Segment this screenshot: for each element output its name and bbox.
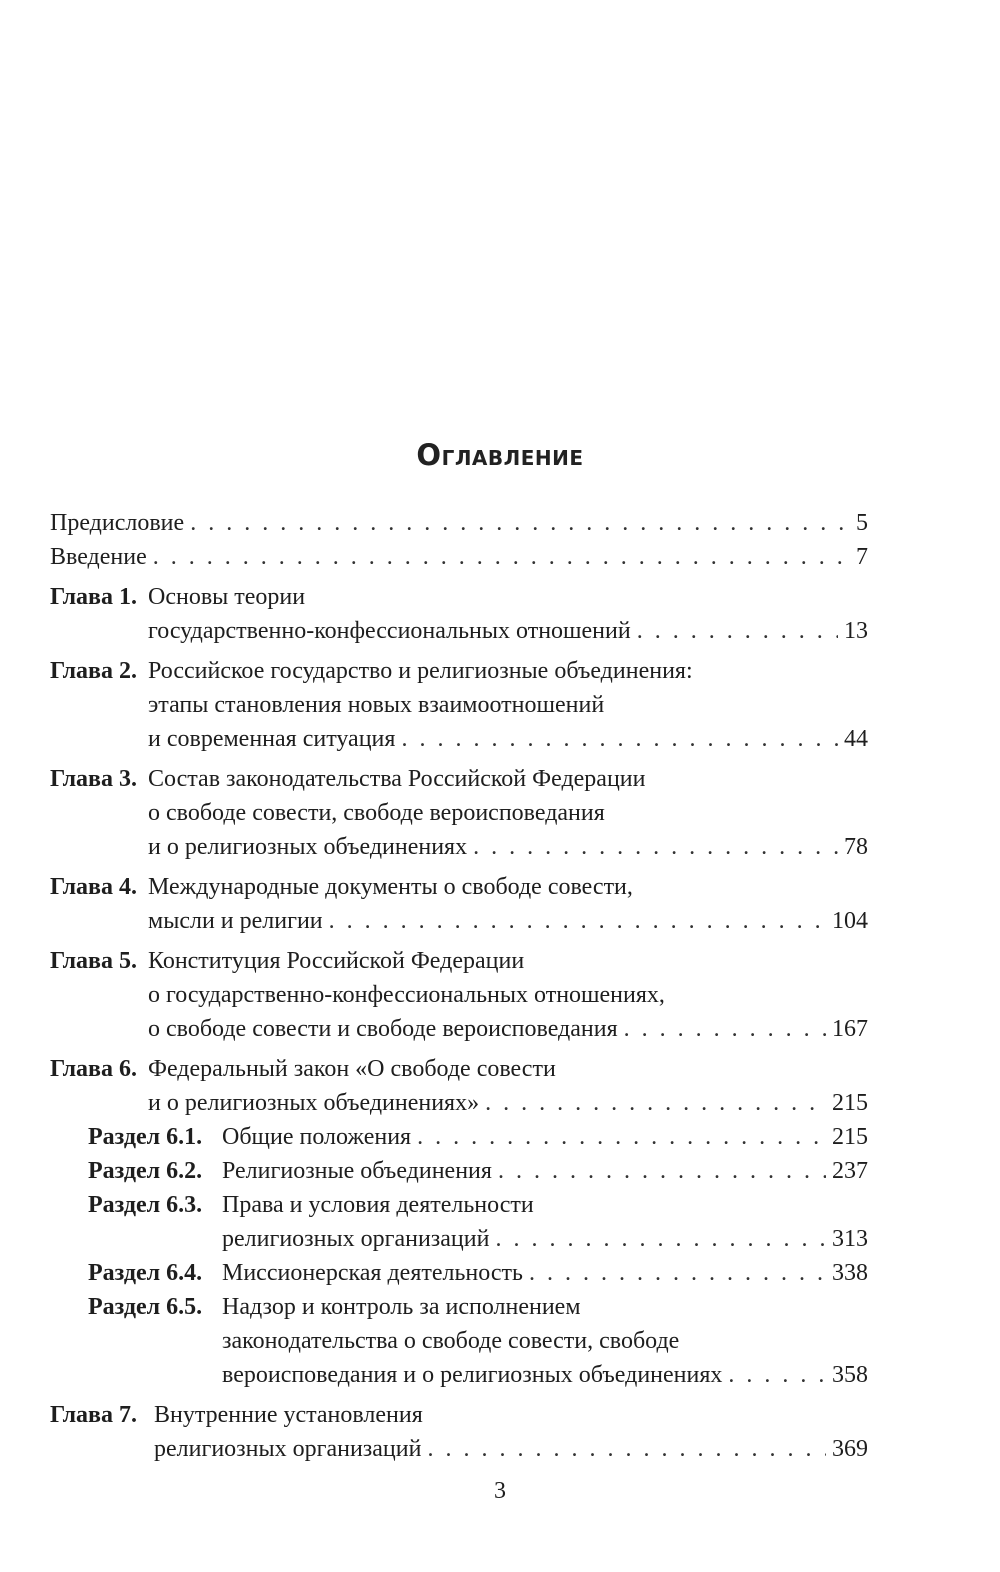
toc-entry-text: Миссионерская деятельность — [222, 1260, 523, 1286]
toc-page-number: 78 — [844, 834, 868, 860]
toc-entry-label: Раздел 6.3. — [88, 1192, 203, 1218]
toc-entry-label: Раздел 6.5. — [88, 1294, 203, 1320]
toc-page-number: 338 — [832, 1260, 868, 1286]
toc-entry-label: Раздел 6.4. — [88, 1260, 203, 1286]
toc-entry-chapter-1[interactable] — [50, 580, 868, 648]
toc-entry-label: Глава 7. — [50, 1402, 137, 1428]
toc-entry-text: Состав законодательства Российской Федерации — [148, 766, 646, 792]
toc-entry-text: мысли и религии — [148, 908, 323, 934]
leader-dots — [495, 1222, 826, 1256]
leader-dots — [637, 614, 838, 648]
toc-entry-text: и о религиозных объединениях — [148, 834, 468, 860]
toc-page-number: 104 — [832, 908, 868, 934]
leader-dots — [427, 1432, 826, 1466]
toc-page-number: 7 — [856, 544, 868, 570]
toc-entry-text: и о религиозных объединениях» — [148, 1090, 480, 1116]
toc-entry-section-6-4[interactable] — [50, 1256, 868, 1290]
toc-entry-preface[interactable] — [50, 506, 868, 540]
toc-entry-chapter-7[interactable] — [50, 1398, 868, 1466]
toc-entry-text: государственно-конфессиональных отношений — [148, 618, 631, 644]
toc-entry-text: этапы становления новых взаимоотношений — [148, 692, 605, 718]
leader-dots — [329, 904, 826, 938]
toc-entry-text: религиозных организаций — [154, 1436, 422, 1462]
toc-entry-chapter-3[interactable] — [50, 762, 868, 864]
toc-entry-chapter-5[interactable] — [50, 944, 868, 1046]
page-number: 3 — [494, 1478, 506, 1504]
toc-entry-label: Глава 6. — [50, 1056, 137, 1082]
toc-entry-text: Общие положения — [222, 1124, 412, 1150]
toc-entry-introduction[interactable] — [50, 540, 868, 574]
toc-page-number: 215 — [832, 1124, 868, 1150]
toc-entry-text: Основы теории — [148, 584, 306, 610]
leader-dots — [153, 540, 850, 574]
table-of-contents — [50, 506, 868, 1466]
toc-entry-text: о свободе совести, свободе вероисповедания — [148, 800, 605, 826]
leader-dots — [485, 1086, 826, 1120]
toc-entry-text: законодательства о свободе совести, свободе — [222, 1328, 680, 1354]
toc-entry-label: Глава 4. — [50, 874, 137, 900]
toc-entry-section-6-5[interactable] — [50, 1290, 868, 1392]
toc-entry-text: о свободе совести и свободе вероисповедания — [148, 1016, 618, 1042]
leader-dots — [624, 1012, 826, 1046]
toc-entry-label: Глава 1. — [50, 584, 137, 610]
leader-dots — [498, 1154, 826, 1188]
toc-page-number: 369 — [832, 1436, 868, 1462]
toc-entry-section-6-3[interactable] — [50, 1188, 868, 1256]
toc-entry-label: Раздел 6.1. — [88, 1124, 203, 1150]
toc-page-number: 13 — [844, 618, 868, 644]
toc-page-number: 215 — [832, 1090, 868, 1116]
toc-page-number: 358 — [832, 1362, 868, 1388]
toc-entry-text: Федеральный закон «О свободе совести — [148, 1056, 556, 1082]
leader-dots — [190, 506, 850, 540]
toc-entry-label: Раздел 6.2. — [88, 1158, 203, 1184]
toc-entry-text: Конституция Российской Федерации — [148, 948, 525, 974]
leader-dots — [473, 830, 838, 864]
toc-entry-text: и современная ситуация — [148, 726, 396, 752]
toc-entry-text: вероисповедания и о религиозных объединениях — [222, 1362, 723, 1388]
toc-entry-chapter-4[interactable] — [50, 870, 868, 938]
leader-dots — [417, 1120, 826, 1154]
toc-entry-label: Глава 5. — [50, 948, 137, 974]
toc-entry-text: Права и условия деятельности — [222, 1192, 534, 1218]
toc-entry-section-6-1[interactable] — [50, 1120, 868, 1154]
toc-entry-section-6-2[interactable] — [50, 1154, 868, 1188]
toc-entry-text: религиозных организаций — [222, 1226, 490, 1252]
toc-entry-chapter-6[interactable] — [50, 1052, 868, 1120]
toc-entry-label: Глава 3. — [50, 766, 137, 792]
toc-title: Оглавление — [416, 438, 584, 472]
toc-entry-chapter-2[interactable] — [50, 654, 868, 756]
toc-page-number: 5 — [856, 510, 868, 536]
toc-entry-text: Религиозные объединения — [222, 1158, 492, 1184]
toc-page-number: 313 — [832, 1226, 868, 1252]
toc-entry-text: Надзор и контроль за исполнением — [222, 1294, 581, 1320]
toc-entry-text: Международные документы о свободе совести, — [148, 874, 633, 900]
toc-entry-text: Российское государство и религиозные объединения: — [148, 658, 693, 684]
toc-entry-text: о государственно-конфессиональных отношениях, — [148, 982, 665, 1008]
toc-entry-text: Предисловие — [50, 510, 185, 536]
leader-dots — [529, 1256, 826, 1290]
leader-dots — [401, 722, 838, 756]
leader-dots — [728, 1358, 826, 1392]
toc-page-number: 44 — [844, 726, 868, 752]
toc-entry-label: Глава 2. — [50, 658, 137, 684]
toc-entry-text: Введение — [50, 544, 147, 570]
toc-entry-text: Внутренние установления — [154, 1402, 423, 1428]
toc-page-number: 167 — [832, 1016, 868, 1042]
toc-page-number: 237 — [832, 1158, 868, 1184]
